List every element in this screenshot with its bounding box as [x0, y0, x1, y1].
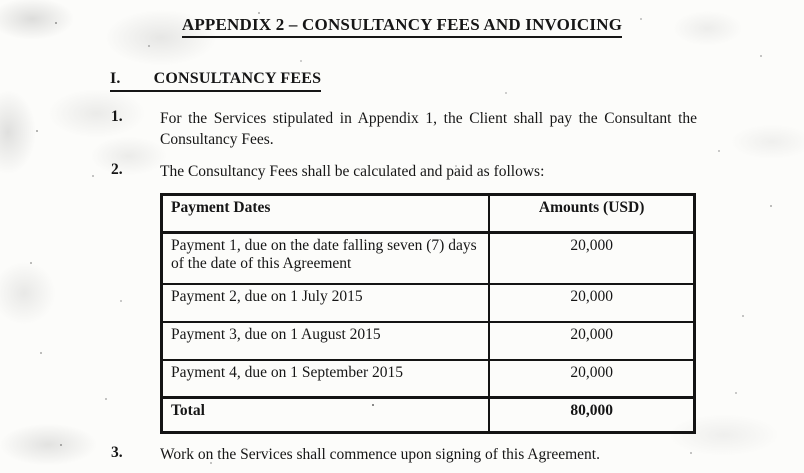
paragraph-1-number: 1. — [111, 108, 123, 125]
paragraph-2-text: The Consultancy Fees shall be calculated and paid as follows: — [160, 163, 545, 180]
header-amounts-usd: Amounts (USD) — [489, 195, 694, 233]
payment-2-amount: 20,000 — [489, 284, 694, 322]
table-row-payment-4 — [162, 360, 695, 398]
total-label: Total — [162, 398, 490, 433]
table-header-row — [162, 195, 695, 233]
payment-1-description: Payment 1, due on the date falling seven (7) days of the date of this Agreement — [162, 233, 490, 285]
document-title-text: APPENDIX 2 – CONSULTANCY FEES AND INVOICING — [182, 15, 622, 38]
table-row-payment-2 — [162, 284, 695, 322]
table-total-row — [162, 398, 695, 433]
payment-3-description: Payment 3, due on 1 August 2015 — [162, 322, 490, 360]
paragraph-1-text: For the Services stipulated in Appendix 1, the Client shall pay the Consultant the Consultancy Fees. — [160, 110, 697, 148]
payment-1-amount: 20,000 — [489, 233, 694, 285]
payment-2-description: Payment 2, due on 1 July 2015 — [162, 284, 490, 322]
section-title: CONSULTANCY FEES — [153, 70, 322, 87]
consultancy-fees-table — [160, 193, 696, 434]
section-gap — [121, 70, 154, 88]
table-row-payment-3 — [162, 322, 695, 360]
payment-4-amount: 20,000 — [489, 360, 694, 398]
payment-4-description: Payment 4, due on 1 September 2015 — [162, 360, 490, 398]
paragraph-3-number: 3. — [111, 444, 123, 461]
paragraph-3-text: Work on the Services shall commence upon signing of this Agreement. — [160, 446, 600, 463]
paragraph-2-number: 2. — [111, 161, 123, 178]
section-number: I. — [110, 70, 121, 87]
total-amount: 80,000 — [489, 398, 694, 433]
section-heading — [110, 70, 321, 92]
payment-3-amount: 20,000 — [489, 322, 694, 360]
table-row-payment-1 — [162, 233, 695, 285]
header-payment-dates: Payment Dates — [162, 195, 490, 233]
scan-noise — [0, 0, 2, 2]
document-title — [0, 15, 804, 38]
